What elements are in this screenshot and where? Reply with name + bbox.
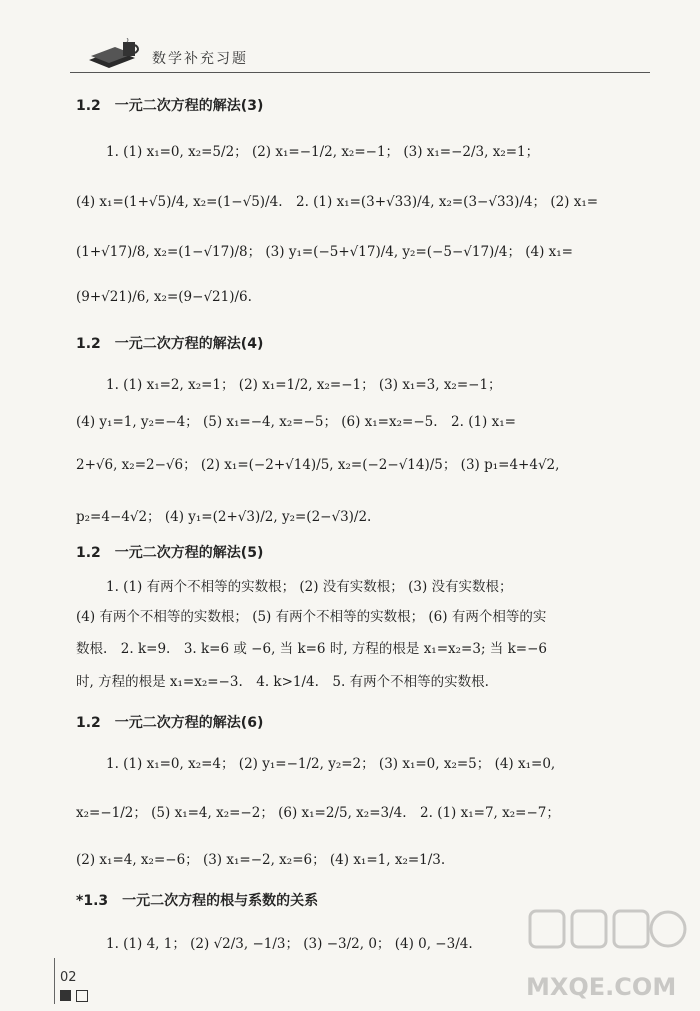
answer-line: (4) x₁=(1+√5)/4, x₂=(1−√5)/4. 2. (1) x₁=(3+√33)/4, x₂=(3−√33)/4； (2) x₁= xyxy=(76,194,599,210)
section-title: 1.2 一元二次方程的解法(3) xyxy=(76,98,264,114)
watermark-logo-icon xyxy=(520,905,690,1005)
answer-line: x₂=−1/2； (5) x₁=4, x₂=−2； (6) x₁=2/5, x₂=3/4. 2. (1) x₁=7, x₂=−7； xyxy=(76,805,560,821)
answer-line: (1+√17)/8, x₂=(1−√17)/8； (3) y₁=(−5+√17)/4, y₂=(−5−√17)/4； (4) x₁= xyxy=(76,244,573,260)
answer-line: 1. (1) x₁=2, x₂=1； (2) x₁=1/2, x₂=−1； (3) x₁=3, x₂=−1； xyxy=(106,377,502,393)
answer-line: 1. (1) 有两个不相等的实数根； (2) 没有实数根； (3) 没有实数根； xyxy=(106,579,513,595)
header-rule xyxy=(70,72,650,73)
page-header xyxy=(60,30,650,75)
page-marker-icon xyxy=(60,990,96,1003)
answer-line: p₂=4−4√2； (4) y₁=(2+√3)/2, y₂=(2−√3)/2. xyxy=(76,509,372,525)
answer-line: 时, 方程的根是 x₁=x₂=−3. 4. k>1/4. 5. 有两个不相等的实数根. xyxy=(76,674,489,690)
answer-line: 1. (1) x₁=0, x₂=4； (2) y₁=−1/2, y₂=2； (3) x₁=0, x₂=5； (4) x₁=0, xyxy=(106,756,556,772)
answer-line: 数根. 2. k=9. 3. k=6 或 −6, 当 k=6 时, 方程的根是 x₁=x₂=3; 当 k=−6 xyxy=(76,641,547,657)
footer-rule xyxy=(54,958,55,1004)
answer-line: (4) 有两个不相等的实数根； (5) 有两个不相等的实数根； (6) 有两个相等的实 xyxy=(76,609,547,625)
svg-text:MXQE.COM: MXQE.COM xyxy=(526,973,677,1001)
answer-line: 1. (1) x₁=0, x₂=5/2； (2) x₁=−1/2, x₂=−1； (3) x₁=−2/3, x₂=1； xyxy=(106,144,540,160)
section-title: 1.2 一元二次方程的解法(5) xyxy=(76,545,264,561)
page-number: 02 xyxy=(60,970,77,985)
header-title: 数学补充习题 xyxy=(152,51,248,67)
books-cup-logo-icon xyxy=(85,38,143,68)
section-title: *1.3 一元二次方程的根与系数的关系 xyxy=(76,893,319,909)
section-title: 1.2 一元二次方程的解法(6) xyxy=(76,715,264,731)
answer-line: 2+√6, x₂=2−√6； (2) x₁=(−2+√14)/5, x₂=(−2−√14)/5； (3) p₁=4+4√2, xyxy=(76,457,560,473)
answer-line: 1. (1) 4, 1； (2) √2/3, −1/3； (3) −3/2, 0； (4) 0, −3/4. xyxy=(106,936,473,952)
answer-line: (9+√21)/6, x₂=(9−√21)/6. xyxy=(76,289,252,305)
answer-line: (2) x₁=4, x₂=−6； (3) x₁=−2, x₂=6； (4) x₁=1, x₂=1/3. xyxy=(76,852,446,868)
answer-line: (4) y₁=1, y₂=−4； (5) x₁=−4, x₂=−5； (6) x₁=x₂=−5. 2. (1) x₁= xyxy=(76,414,516,430)
section-title: 1.2 一元二次方程的解法(4) xyxy=(76,336,264,352)
